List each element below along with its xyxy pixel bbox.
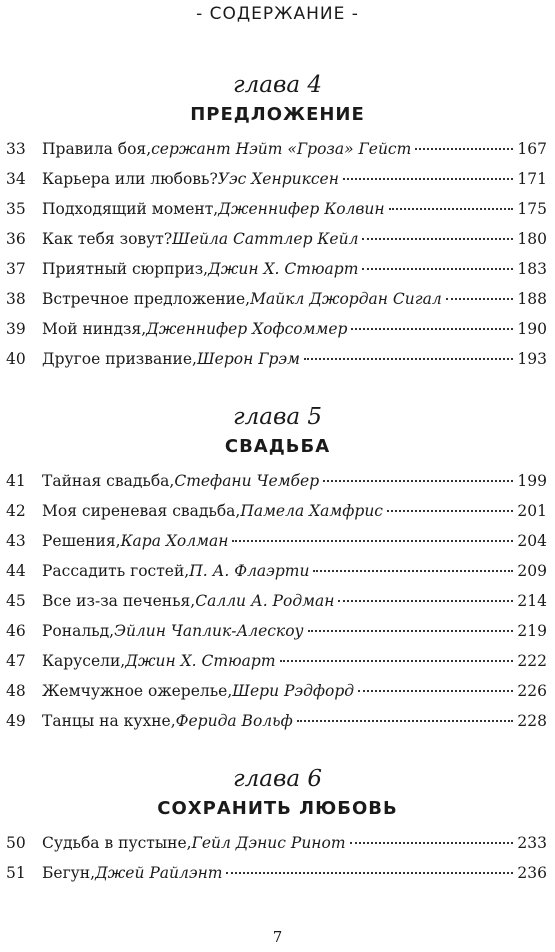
entry-title: Моя сиреневая свадьба, <box>42 502 241 520</box>
entry-page: 228 <box>517 712 547 730</box>
entry-number: 40 <box>6 350 26 368</box>
toc-entry <box>0 344 555 374</box>
entry-number: 45 <box>6 592 26 610</box>
entry-author: сержант Нэйт «Гроза» Гейст <box>151 140 412 158</box>
toc-entry <box>0 556 555 586</box>
entry-number: 41 <box>6 472 26 490</box>
entry-number: 48 <box>6 682 26 700</box>
toc-entry <box>0 164 555 194</box>
dot-leader <box>362 238 513 240</box>
toc-entry <box>0 284 555 314</box>
chapter-entries <box>0 134 555 374</box>
entry-page: 180 <box>517 230 547 248</box>
entry-page: 214 <box>517 592 547 610</box>
entry-page: 236 <box>517 864 547 882</box>
entry-title: Рональд, <box>42 622 115 640</box>
toc-entry <box>0 466 555 496</box>
dot-leader <box>415 148 513 150</box>
entry-page: 167 <box>517 140 547 158</box>
dot-leader <box>308 630 514 632</box>
entry-title: Все из-за печенья, <box>42 592 196 610</box>
toc-entry <box>0 254 555 284</box>
entry-page: 188 <box>517 290 547 308</box>
entry-author: Стефани Чембер <box>174 472 320 490</box>
entry-number: 49 <box>6 712 26 730</box>
toc-entry <box>0 586 555 616</box>
toc-entry <box>0 194 555 224</box>
toc-entry <box>0 706 555 736</box>
entry-number: 36 <box>6 230 26 248</box>
entry-page: 183 <box>517 260 547 278</box>
entry-author: Майкл Джордан Сигал <box>250 290 442 308</box>
chapter-title: СОХРАНИТЬ ЛЮБОВЬ <box>157 798 398 819</box>
entry-title: Правила боя, <box>42 140 152 158</box>
entry-number: 43 <box>6 532 26 550</box>
entry-number: 34 <box>6 170 26 188</box>
entry-title: Как тебя зовут? <box>42 230 173 248</box>
entry-number: 50 <box>6 834 26 852</box>
chapter-title: СВАДЬБА <box>224 436 331 457</box>
entry-title: Приятный сюрприз, <box>42 260 209 278</box>
toc-entry <box>0 224 555 254</box>
toc-entry <box>0 134 555 164</box>
toc-entry <box>0 526 555 556</box>
dot-leader <box>226 872 513 874</box>
entry-number: 39 <box>6 320 26 338</box>
chapter-4 <box>0 70 555 374</box>
entry-number: 46 <box>6 622 26 640</box>
entry-title: Судьба в пустыне, <box>42 834 192 852</box>
entry-page: 193 <box>517 350 547 368</box>
dot-leader <box>446 298 514 300</box>
dot-leader <box>343 178 513 180</box>
entry-number: 33 <box>6 140 26 158</box>
dot-leader <box>389 208 514 210</box>
entry-number: 51 <box>6 864 26 882</box>
chapter-label: глава 4 <box>232 72 323 98</box>
entry-author: Шейла Саттлер Кейл <box>172 230 359 248</box>
entry-number: 35 <box>6 200 26 218</box>
entry-author: Памела Хамфрис <box>240 502 383 520</box>
dot-leader <box>358 690 513 692</box>
entry-page: 222 <box>517 652 547 670</box>
entry-title: Карусели, <box>42 652 126 670</box>
dot-leader <box>323 480 513 482</box>
dot-leader <box>313 570 513 572</box>
entry-author: Кара Холман <box>120 532 229 550</box>
dot-leader <box>362 268 513 270</box>
entry-author: Дженнифер Хофсоммер <box>146 320 348 338</box>
toc-entry <box>0 496 555 526</box>
dot-leader <box>232 540 513 542</box>
entry-author: Дженнифер Колвин <box>218 200 385 218</box>
running-header: - СОДЕРЖАНИЕ - <box>196 4 359 24</box>
entry-title: Встречное предложение, <box>42 290 251 308</box>
toc-entry <box>0 676 555 706</box>
entry-number: 44 <box>6 562 26 580</box>
entry-page: 199 <box>517 472 547 490</box>
entry-number: 38 <box>6 290 26 308</box>
entry-page: 201 <box>517 502 547 520</box>
entry-title: Рассадить гостей, <box>42 562 190 580</box>
entry-author: Эйлин Чаплик-Алескоу <box>114 622 304 640</box>
chapter-label: глава 5 <box>232 404 323 430</box>
toc-entry <box>0 616 555 646</box>
entry-author: Джин Х. Стюарт <box>125 652 276 670</box>
entry-title: Карьера или любовь? <box>42 170 218 188</box>
entry-author: Шери Рэдфорд <box>232 682 355 700</box>
entry-author: Ферида Вольф <box>175 712 293 730</box>
chapter-label: глава 6 <box>232 766 323 792</box>
dot-leader <box>297 720 514 722</box>
toc-entry <box>0 858 555 888</box>
chapter-entries <box>0 466 555 736</box>
entry-title: Другое призвание, <box>42 350 197 368</box>
toc-entry <box>0 828 555 858</box>
entry-author: Шерон Грэм <box>196 350 300 368</box>
dot-leader <box>304 358 513 360</box>
entry-title: Мой ниндзя, <box>42 320 147 338</box>
entry-author: Салли А. Родман <box>195 592 335 610</box>
dot-leader <box>387 510 513 512</box>
entry-number: 42 <box>6 502 26 520</box>
chapter-5 <box>0 402 555 736</box>
entry-page: 226 <box>517 682 547 700</box>
toc-entry <box>0 314 555 344</box>
page-number: 7 <box>272 928 283 946</box>
chapter-title: ПРЕДЛОЖЕНИЕ <box>190 104 365 125</box>
entry-author: Уэс Хенриксен <box>217 170 339 188</box>
entry-page: 233 <box>517 834 547 852</box>
entry-title: Подходящий момент, <box>42 200 219 218</box>
entry-page: 190 <box>517 320 547 338</box>
dot-leader <box>280 660 514 662</box>
entry-page: 204 <box>517 532 547 550</box>
chapter-entries <box>0 828 555 888</box>
entry-page: 171 <box>517 170 547 188</box>
entry-author: Джей Райлэнт <box>95 864 223 882</box>
entry-title: Тайная свадьба, <box>42 472 175 490</box>
entry-number: 37 <box>6 260 26 278</box>
entry-author: П. А. Флаэрти <box>189 562 310 580</box>
toc-entry <box>0 646 555 676</box>
dot-leader <box>350 842 514 844</box>
entry-author: Джин Х. Стюарт <box>208 260 359 278</box>
entry-page: 219 <box>517 622 547 640</box>
entry-title: Решения, <box>42 532 121 550</box>
entry-author: Гейл Дэнис Ринот <box>191 834 346 852</box>
entry-page: 209 <box>517 562 547 580</box>
dot-leader <box>338 600 513 602</box>
entry-title: Жемчужное ожерелье, <box>42 682 233 700</box>
entry-number: 47 <box>6 652 26 670</box>
dot-leader <box>351 328 513 330</box>
entry-page: 175 <box>517 200 547 218</box>
chapter-6 <box>0 764 555 888</box>
entry-title: Танцы на кухне, <box>42 712 176 730</box>
entry-title: Бегун, <box>42 864 96 882</box>
